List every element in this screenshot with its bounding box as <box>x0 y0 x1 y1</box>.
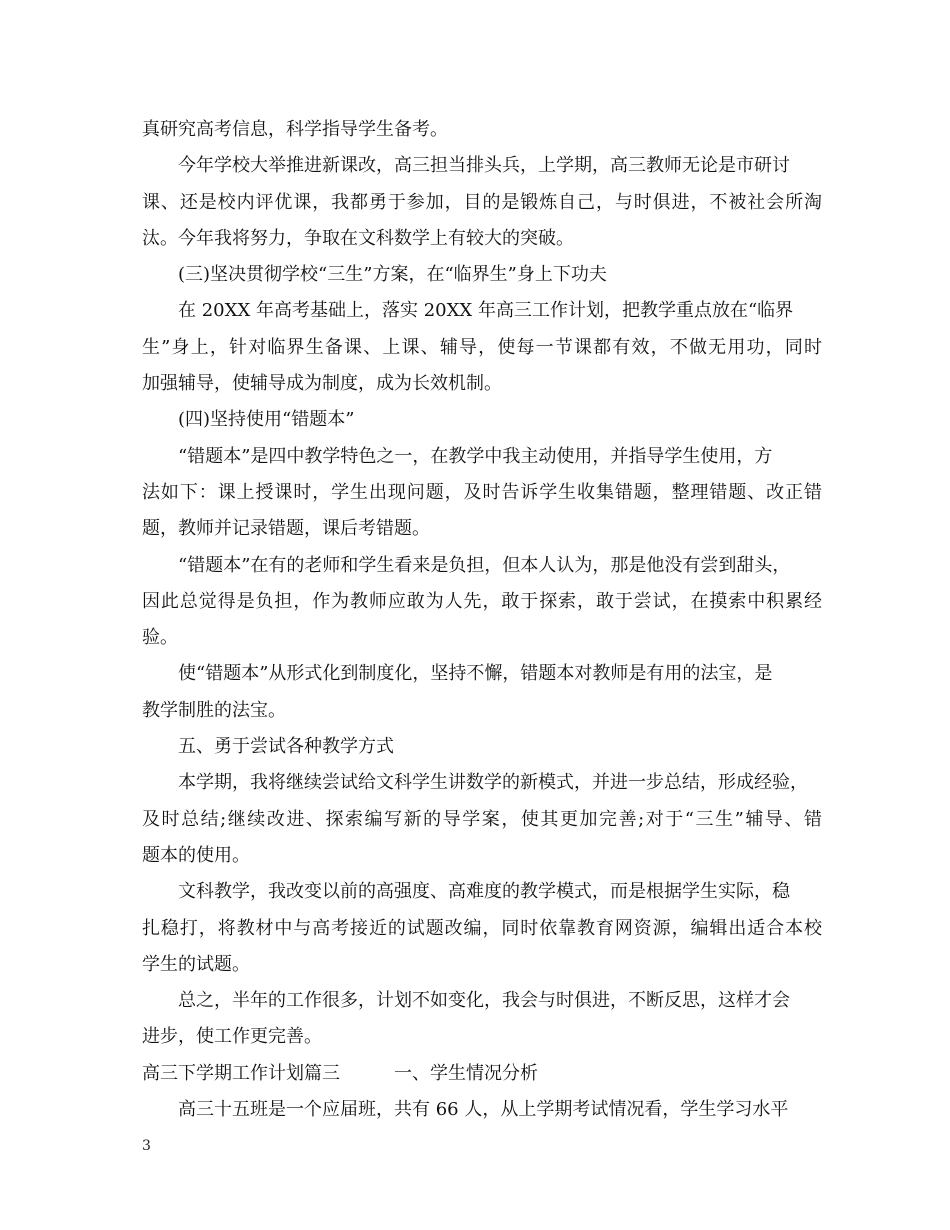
text-line: 课、还是校内评优课，我都勇于参加，目的是锻炼自己，与时俱进，不被社会所淘 <box>142 191 822 213</box>
text-line: 学生的试题。 <box>142 953 250 975</box>
text-line: 高三十五班是一个应届班，共有 66 人，从上学期考试情况看，学生学习水平 <box>178 1099 789 1121</box>
text-line: 法如下：课上授课时，学生出现问题，及时告诉学生收集错题，整理错题、改正错 <box>142 481 822 503</box>
section-title: 高三下学期工作计划篇三 <box>142 1062 340 1084</box>
text-line: 真研究高考信息，科学指导学生备考。 <box>142 119 448 140</box>
section-heading <box>142 1056 822 1092</box>
text-line: 进步，使工作更完善。 <box>142 1026 322 1048</box>
text-line: 生”身上，针对临界生备课、上课、辅导，使每一节课都有效，不做无用功，同时 <box>142 336 822 358</box>
text-line: 扎稳打，将教材中与高考接近的试题改编，同时依靠教育网资源，编辑出适合本校 <box>142 917 822 939</box>
section-subtitle: 一、学生情况分析 <box>394 1062 538 1084</box>
text-line: 今年学校大举推进新课改，高三担当排头兵，上学期，高三教师无论是市研讨 <box>178 155 790 177</box>
text-line: 本学期，我将继续尝试给文科学生讲数学的新模式，并进一步总结，形成经验， <box>178 772 808 794</box>
text-line: “错题本”是四中教学特色之一，在教学中我主动使用，并指导学生使用，方 <box>178 445 773 467</box>
text-line: 及时总结;继续改进、探索编写新的导学案，使其更加完善;对于“三生”辅导、错 <box>142 808 822 830</box>
text-line: 文科教学，我改变以前的高强度、高难度的教学模式，而是根据学生实际，稳 <box>178 881 790 903</box>
subheading-teaching-methods: 五、勇于尝试各种教学方式 <box>178 736 394 758</box>
text-line: 总之，半年的工作很多，计划不如变化，我会与时俱进，不断反思，这样才会 <box>178 990 790 1012</box>
subheading-three-sheng: (三)坚决贯彻学校“三生”方案，在“临界生”身上下功夫 <box>178 264 607 286</box>
text-line: 验。 <box>142 627 178 649</box>
text-line: 使“错题本”从形式化到制度化，坚持不懈，错题本对教师是有用的法宝，是 <box>178 663 773 685</box>
text-line: 教学制胜的法宝。 <box>142 699 286 721</box>
text-line: 加强辅导，使辅导成为制度，成为长效机制。 <box>142 373 502 395</box>
document-body <box>142 112 822 1128</box>
subheading-error-book: (四)坚持使用“错题本” <box>178 409 355 431</box>
text-line: 在 20XX 年高考基础上，落实 20XX 年高三工作计划，把教学重点放在“临界 <box>178 300 794 322</box>
text-line: 题本的使用。 <box>142 844 250 866</box>
text-line: 题，教师并记录错题，课后考错题。 <box>142 518 430 540</box>
text-line: 因此总觉得是负担，作为教师应敢为人先，敢于探索，敢于尝试，在摸索中积累经 <box>142 590 822 612</box>
text-line: 汰。今年我将努力，争取在文科数学上有较大的突破。 <box>142 227 574 249</box>
page-number: 3 <box>142 1138 151 1154</box>
text-line: “错题本”在有的老师和学生看来是负担，但本人认为，那是他没有尝到甜头， <box>178 554 791 576</box>
